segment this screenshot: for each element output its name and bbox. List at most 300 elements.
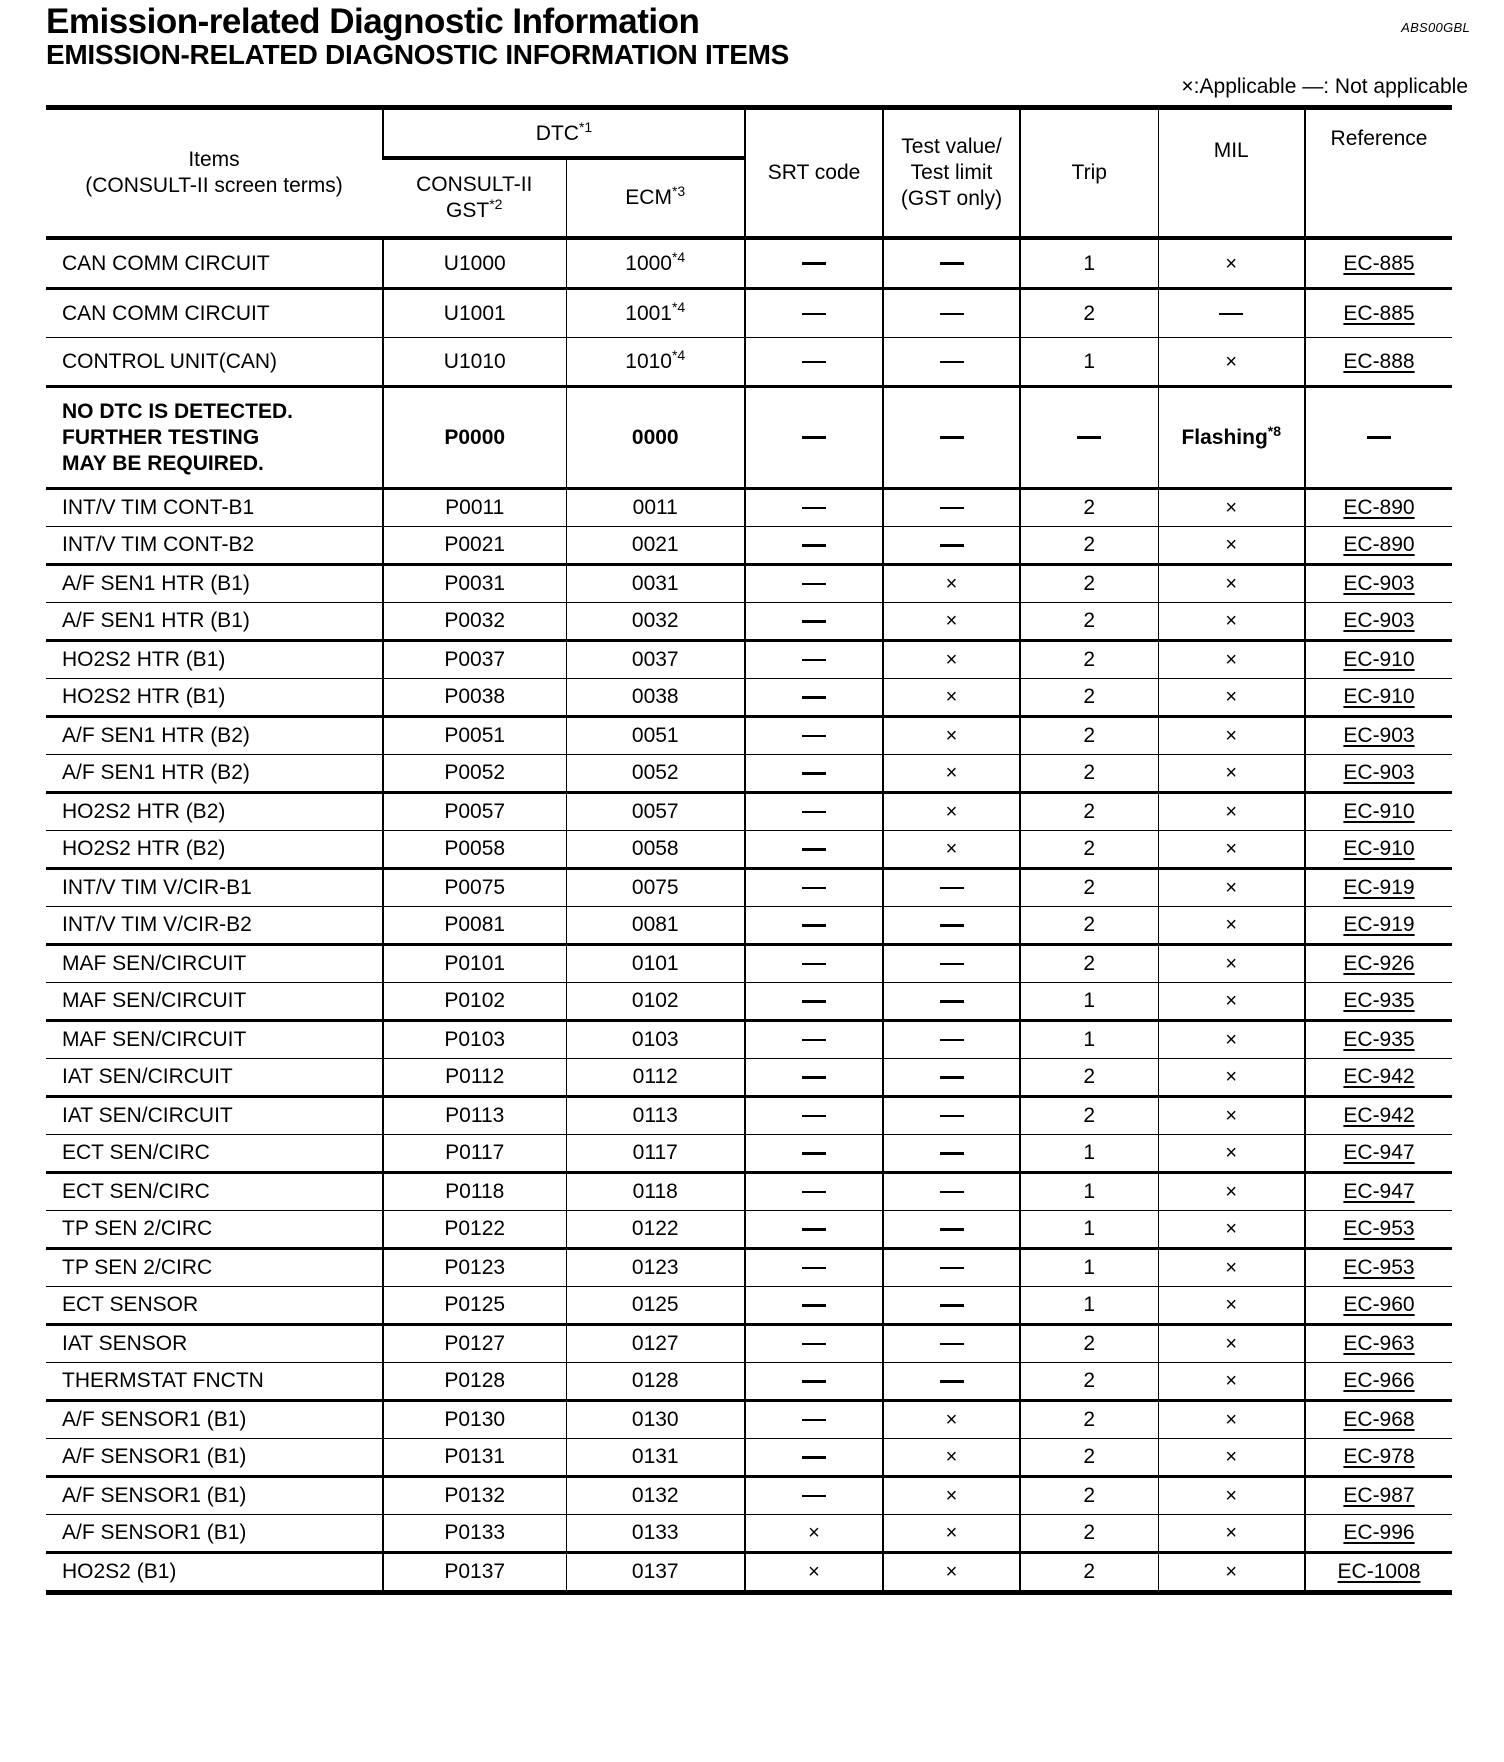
reference-link[interactable]: EC-935 (1343, 989, 1415, 1012)
mil-cell (1158, 755, 1305, 793)
trip-cell (1020, 1515, 1158, 1553)
mil-cell (1158, 1211, 1305, 1249)
trip-value: 2 (1083, 837, 1096, 860)
reference-link[interactable]: EC-888 (1343, 349, 1415, 373)
dtc-ecm-code: 0037 (631, 648, 679, 671)
mil-cell (1158, 793, 1305, 831)
not-applicable-dash-icon (940, 262, 964, 265)
reference-cell (1305, 527, 1452, 565)
dtc-gst-cell (383, 489, 566, 527)
trip-value: 1 (1083, 1293, 1096, 1316)
trip-cell (1020, 793, 1158, 831)
reference-cell (1305, 387, 1452, 489)
applicable-x-icon: × (945, 649, 958, 671)
ecm-footnote-ref: *4 (671, 248, 686, 265)
table-row (46, 945, 1452, 983)
reference-link[interactable]: EC-1008 (1337, 1560, 1421, 1583)
trip-cell (1020, 489, 1158, 527)
reference-cell (1305, 603, 1452, 641)
mil-cell (1158, 641, 1305, 679)
reference-link[interactable]: EC-987 (1343, 1484, 1415, 1507)
dtc-ecm-code: 0133 (631, 1521, 679, 1544)
test-value-cell (883, 1135, 1020, 1173)
dtc-gst-cell (383, 1173, 566, 1211)
dtc-footnote-ref: *1 (578, 119, 593, 135)
reference-cell (1305, 565, 1452, 603)
dtc-ecm-code: 0032 (631, 609, 679, 632)
dtc-gst-cell (383, 1477, 566, 1515)
srt-code-cell (745, 387, 883, 489)
reference-link[interactable]: EC-919 (1343, 913, 1415, 936)
trip-value: 2 (1083, 913, 1096, 936)
trip-value: 2 (1083, 761, 1096, 784)
srt-code-cell (745, 907, 883, 945)
not-applicable-dash-icon (802, 1343, 826, 1345)
mil-cell (1158, 238, 1305, 289)
trip-value: 2 (1083, 1332, 1096, 1355)
not-applicable-dash-icon (802, 1304, 826, 1307)
test-value-cell (883, 907, 1020, 945)
mil-cell (1158, 1021, 1305, 1059)
dtc-gst-code: P0051 (444, 724, 506, 747)
test-value-cell (883, 238, 1020, 289)
table-header (46, 108, 1452, 239)
applicable-x-icon: × (945, 838, 958, 860)
item-name-cell (46, 387, 383, 489)
srt-code-cell (745, 1135, 883, 1173)
reference-link[interactable]: EC-968 (1343, 1408, 1415, 1431)
srt-code-cell (745, 755, 883, 793)
dtc-gst-code: P0133 (444, 1521, 506, 1544)
reference-cell (1305, 869, 1452, 907)
trip-cell (1020, 1173, 1158, 1211)
item-name-cell (46, 603, 383, 641)
dtc-ecm-cell (566, 238, 745, 289)
applicable-x-icon: × (1225, 1333, 1238, 1355)
item-name: HO2S2 HTR (B1) (62, 685, 226, 708)
srt-code-cell (745, 869, 883, 907)
not-applicable-dash-icon (802, 544, 826, 547)
column-header-consult-gst (383, 158, 566, 238)
table-row (46, 755, 1452, 793)
dtc-gst-code: P0075 (444, 876, 506, 899)
item-name: CONTROL UNIT(CAN) (62, 349, 278, 373)
applicable-x-icon: × (1225, 1370, 1238, 1392)
not-applicable-dash-icon (940, 1267, 964, 1269)
dtc-gst-code: P0102 (444, 989, 506, 1012)
applicable-x-icon: × (945, 573, 958, 595)
applicable-x-icon: × (1225, 877, 1238, 899)
item-name-cell (46, 1097, 383, 1135)
dtc-ecm-code: 0000 (631, 425, 679, 449)
reference-link[interactable]: EC-890 (1343, 533, 1415, 556)
reference-link[interactable]: EC-890 (1343, 496, 1415, 519)
not-applicable-dash-icon (940, 1228, 964, 1231)
dtc-ecm-code: 0101 (631, 952, 679, 975)
item-name-line: MAY BE REQUIRED. (62, 451, 264, 475)
dtc-ecm-cell (566, 489, 745, 527)
trip-value: 2 (1083, 648, 1096, 671)
table-row (46, 793, 1452, 831)
not-applicable-dash-icon (802, 1456, 826, 1459)
item-name-cell (46, 1553, 383, 1593)
not-applicable-dash-icon (1219, 313, 1243, 315)
mil-value: Flashing (1181, 425, 1268, 449)
dtc-ecm-cell (566, 1021, 745, 1059)
dtc-ecm-cell (566, 338, 745, 387)
item-name: A/F SENSOR1 (B1) (62, 1484, 247, 1507)
table-row (46, 1477, 1452, 1515)
reference-cell (1305, 1097, 1452, 1135)
reference-link[interactable]: EC-935 (1343, 1028, 1415, 1051)
test-value-cell (883, 869, 1020, 907)
trip-value: 2 (1083, 1445, 1096, 1468)
applicable-x-icon: × (1225, 801, 1238, 823)
trip-value: 2 (1083, 1521, 1096, 1544)
ecm-header-label: ECM (625, 186, 672, 209)
srt-code-cell (745, 1363, 883, 1401)
reference-link[interactable]: EC-903 (1343, 761, 1415, 784)
dtc-ecm-cell (566, 793, 745, 831)
applicable-x-icon: × (1225, 725, 1238, 747)
reference-link[interactable]: EC-942 (1343, 1065, 1415, 1088)
reference-cell (1305, 1059, 1452, 1097)
srt-code-cell (745, 983, 883, 1021)
applicable-x-icon: × (1225, 1522, 1238, 1544)
dtc-ecm-cell (566, 1553, 745, 1593)
reference-link[interactable]: EC-903 (1343, 609, 1415, 632)
table-row (46, 1059, 1452, 1097)
dtc-ecm-cell (566, 831, 745, 869)
dtc-ecm-cell (566, 1249, 745, 1287)
dtc-gst-cell (383, 1439, 566, 1477)
item-name-cell (46, 1211, 383, 1249)
srt-code-cell (745, 793, 883, 831)
not-applicable-dash-icon (802, 1191, 826, 1193)
reference-link[interactable]: EC-960 (1343, 1293, 1415, 1316)
trip-value: 2 (1083, 952, 1096, 975)
applicable-x-icon: × (945, 686, 958, 708)
column-header-test-value (883, 108, 1020, 239)
dtc-gst-code: P0000 (444, 425, 506, 449)
dtc-ecm-code: 0132 (631, 1484, 679, 1507)
not-applicable-dash-icon (802, 507, 826, 509)
table-row (46, 1097, 1452, 1135)
test-value-cell (883, 1439, 1020, 1477)
not-applicable-dash-icon (802, 1495, 826, 1497)
dtc-ecm-code: 0127 (631, 1332, 679, 1355)
mil-cell (1158, 1287, 1305, 1325)
test-value-cell (883, 679, 1020, 717)
item-name: ECT SEN/CIRC (62, 1180, 210, 1203)
not-applicable-dash-icon (940, 1076, 964, 1079)
test-value-header-line2: Test limit (910, 161, 993, 184)
applicable-x-icon: × (1225, 1066, 1238, 1088)
not-applicable-dash-icon (802, 313, 826, 315)
mil-cell (1158, 717, 1305, 755)
diagnostic-items-table (46, 105, 1452, 1595)
reference-link[interactable]: EC-947 (1343, 1180, 1415, 1203)
mil-cell (1158, 338, 1305, 387)
table-row (46, 289, 1452, 338)
item-name: A/F SENSOR1 (B1) (62, 1408, 247, 1431)
item-name-cell (46, 1363, 383, 1401)
item-name-cell (46, 755, 383, 793)
not-applicable-dash-icon (802, 696, 826, 699)
reference-cell (1305, 289, 1452, 338)
trip-cell (1020, 983, 1158, 1021)
trip-cell (1020, 679, 1158, 717)
reference-link[interactable]: EC-953 (1343, 1256, 1415, 1279)
dtc-gst-code: P0132 (444, 1484, 506, 1507)
reference-link[interactable]: EC-953 (1343, 1217, 1415, 1240)
trip-value: 1 (1083, 1217, 1096, 1240)
not-applicable-dash-icon (940, 1304, 964, 1307)
not-applicable-dash-icon (802, 1076, 826, 1079)
dtc-ecm-code: 0051 (631, 724, 679, 747)
trip-value: 2 (1083, 724, 1096, 747)
reference-cell (1305, 945, 1452, 983)
reference-link[interactable]: EC-903 (1343, 724, 1415, 747)
item-name: A/F SEN1 HTR (B1) (62, 609, 250, 632)
reference-link[interactable]: EC-966 (1343, 1369, 1415, 1392)
reference-cell (1305, 1135, 1452, 1173)
reference-link[interactable]: EC-910 (1343, 800, 1415, 823)
item-name: A/F SEN1 HTR (B2) (62, 724, 250, 747)
mil-cell (1158, 1325, 1305, 1363)
srt-code-cell (745, 603, 883, 641)
dtc-gst-code: P0117 (445, 1141, 505, 1164)
dtc-ecm-cell (566, 983, 745, 1021)
dtc-gst-code: P0127 (444, 1332, 506, 1355)
trip-cell (1020, 1211, 1158, 1249)
item-name: INT/V TIM CONT-B2 (62, 533, 255, 556)
dtc-ecm-cell (566, 869, 745, 907)
mil-cell (1158, 831, 1305, 869)
dtc-ecm-cell (566, 1401, 745, 1439)
dtc-ecm-code: 0075 (631, 876, 679, 899)
trip-cell (1020, 869, 1158, 907)
dtc-ecm-cell (566, 717, 745, 755)
item-name: TP SEN 2/CIRC (62, 1217, 213, 1240)
dtc-gst-cell (383, 983, 566, 1021)
reference-link[interactable]: EC-978 (1343, 1445, 1415, 1468)
applicable-x-icon: × (1225, 573, 1238, 595)
not-applicable-dash-icon (802, 772, 826, 775)
applicability-legend: ×:Applicable —: Not applicable (1181, 75, 1468, 98)
mil-cell (1158, 869, 1305, 907)
item-name-cell (46, 338, 383, 387)
reference-cell (1305, 1401, 1452, 1439)
item-name-cell (46, 1249, 383, 1287)
mil-footnote-ref: *8 (1267, 422, 1282, 439)
reference-link[interactable]: EC-942 (1343, 1104, 1415, 1127)
dtc-ecm-cell (566, 1097, 745, 1135)
item-name: ECT SEN/CIRC (62, 1141, 210, 1164)
trip-value: 2 (1083, 800, 1096, 823)
srt-code-cell (745, 1249, 883, 1287)
trip-cell (1020, 831, 1158, 869)
test-value-cell (883, 641, 1020, 679)
reference-cell (1305, 238, 1452, 289)
not-applicable-dash-icon (802, 887, 826, 889)
srt-code-cell (745, 1021, 883, 1059)
applicable-x-icon: × (1225, 914, 1238, 936)
test-value-cell (883, 1287, 1020, 1325)
reference-cell (1305, 489, 1452, 527)
test-value-cell (883, 527, 1020, 565)
trip-cell (1020, 1401, 1158, 1439)
mil-cell (1158, 1363, 1305, 1401)
srt-code-cell (745, 1401, 883, 1439)
not-applicable-dash-icon (940, 1343, 964, 1345)
srt-code-cell (745, 1515, 883, 1553)
dtc-gst-code: P0081 (444, 913, 506, 936)
mil-cell (1158, 1173, 1305, 1211)
srt-code-cell (745, 338, 883, 387)
dtc-gst-code: P0031 (444, 572, 506, 595)
reference-link[interactable]: EC-996 (1343, 1521, 1415, 1544)
dtc-ecm-cell (566, 641, 745, 679)
reference-link[interactable]: EC-919 (1343, 876, 1415, 899)
dtc-gst-code: P0130 (444, 1408, 506, 1431)
reference-link[interactable]: EC-910 (1343, 837, 1415, 860)
not-applicable-dash-icon (802, 659, 826, 661)
test-value-cell (883, 1173, 1020, 1211)
srt-code-cell (745, 717, 883, 755)
mil-cell (1158, 1135, 1305, 1173)
reference-link[interactable]: EC-903 (1343, 572, 1415, 595)
mil-cell (1158, 289, 1305, 338)
not-applicable-dash-icon (802, 1380, 826, 1383)
applicable-x-icon: × (1225, 252, 1238, 275)
not-applicable-dash-icon (1367, 436, 1391, 439)
not-applicable-dash-icon (940, 436, 964, 439)
trip-value: 2 (1083, 685, 1096, 708)
dtc-ecm-code: 0117 (632, 1141, 678, 1164)
srt-code-cell (745, 238, 883, 289)
reference-cell (1305, 1477, 1452, 1515)
table-row (46, 831, 1452, 869)
item-name: IAT SEN/CIRCUIT (62, 1065, 233, 1088)
reference-link[interactable]: EC-926 (1343, 952, 1415, 975)
applicable-x-icon: × (1225, 1105, 1238, 1127)
mil-cell (1158, 1401, 1305, 1439)
reference-cell (1305, 717, 1452, 755)
reference-link[interactable]: EC-910 (1343, 685, 1415, 708)
item-name: INT/V TIM V/CIR-B1 (62, 876, 252, 899)
test-value-cell (883, 831, 1020, 869)
reference-link[interactable]: EC-910 (1343, 648, 1415, 671)
dtc-gst-code: P0037 (444, 648, 506, 671)
item-name: A/F SEN1 HTR (B1) (62, 572, 250, 595)
section-title: EMISSION-RELATED DIAGNOSTIC INFORMATION ITEMS (46, 39, 790, 70)
dtc-ecm-cell (566, 1173, 745, 1211)
applicable-x-icon: × (945, 801, 958, 823)
dtc-ecm-code: 0103 (631, 1028, 679, 1051)
table-row (46, 907, 1452, 945)
dtc-gst-cell (383, 1325, 566, 1363)
trip-cell (1020, 755, 1158, 793)
table-row (46, 1363, 1452, 1401)
dtc-gst-cell (383, 1363, 566, 1401)
dtc-gst-code: P0052 (444, 761, 506, 784)
column-header-reference: Reference (1305, 108, 1452, 239)
mil-cell (1158, 1097, 1305, 1135)
test-value-cell (883, 1059, 1020, 1097)
not-applicable-dash-icon (802, 620, 826, 623)
dtc-ecm-code: 1010 (625, 349, 672, 373)
dtc-gst-cell (383, 238, 566, 289)
reference-cell (1305, 831, 1452, 869)
applicable-x-icon: × (808, 1561, 820, 1583)
test-value-cell (883, 1097, 1020, 1135)
trip-cell (1020, 1363, 1158, 1401)
reference-cell (1305, 1287, 1452, 1325)
test-value-cell (883, 489, 1020, 527)
table-row (46, 1173, 1452, 1211)
trip-cell (1020, 717, 1158, 755)
item-name-cell (46, 527, 383, 565)
item-name-cell (46, 1515, 383, 1553)
mil-cell (1158, 1439, 1305, 1477)
applicable-x-icon: × (945, 762, 958, 784)
dtc-ecm-code: 0113 (632, 1104, 678, 1127)
dtc-gst-code: P0123 (444, 1256, 506, 1279)
dtc-ecm-code: 0125 (631, 1293, 679, 1316)
item-name-cell (46, 1021, 383, 1059)
dtc-ecm-code: 0052 (631, 761, 679, 784)
dtc-gst-cell (383, 1059, 566, 1097)
applicable-x-icon: × (1225, 990, 1238, 1012)
dtc-ecm-cell (566, 1363, 745, 1401)
trip-value: 2 (1083, 533, 1096, 556)
test-value-cell (883, 1325, 1020, 1363)
not-applicable-dash-icon (802, 1000, 826, 1003)
reference-link[interactable]: EC-885 (1343, 301, 1415, 325)
test-value-cell (883, 1021, 1020, 1059)
reference-link[interactable]: EC-885 (1343, 251, 1415, 275)
reference-cell (1305, 641, 1452, 679)
trip-value: 2 (1083, 1484, 1096, 1507)
applicable-x-icon: × (1225, 1446, 1238, 1468)
item-name-cell (46, 1173, 383, 1211)
item-name-cell (46, 831, 383, 869)
dtc-gst-code: U1010 (443, 349, 506, 373)
column-header-trip: Trip (1020, 108, 1158, 239)
test-value-cell (883, 338, 1020, 387)
mil-cell (1158, 1249, 1305, 1287)
srt-code-cell (745, 1325, 883, 1363)
reference-link[interactable]: EC-947 (1343, 1141, 1415, 1164)
not-applicable-dash-icon (802, 1039, 826, 1041)
reference-link[interactable]: EC-963 (1343, 1332, 1415, 1355)
table-row (46, 1325, 1452, 1363)
srt-code-cell (745, 489, 883, 527)
item-name: A/F SENSOR1 (B1) (62, 1445, 247, 1468)
test-value-cell (883, 1249, 1020, 1287)
table-row (46, 1135, 1452, 1173)
trip-value: 1 (1083, 989, 1096, 1012)
mil-cell (1158, 565, 1305, 603)
dtc-ecm-cell (566, 1325, 745, 1363)
trip-value: 2 (1083, 1408, 1096, 1431)
dtc-ecm-code: 0031 (631, 572, 679, 595)
mil-cell (1158, 679, 1305, 717)
table-row (46, 983, 1452, 1021)
dtc-gst-cell (383, 1021, 566, 1059)
applicable-x-icon: × (1225, 838, 1238, 860)
